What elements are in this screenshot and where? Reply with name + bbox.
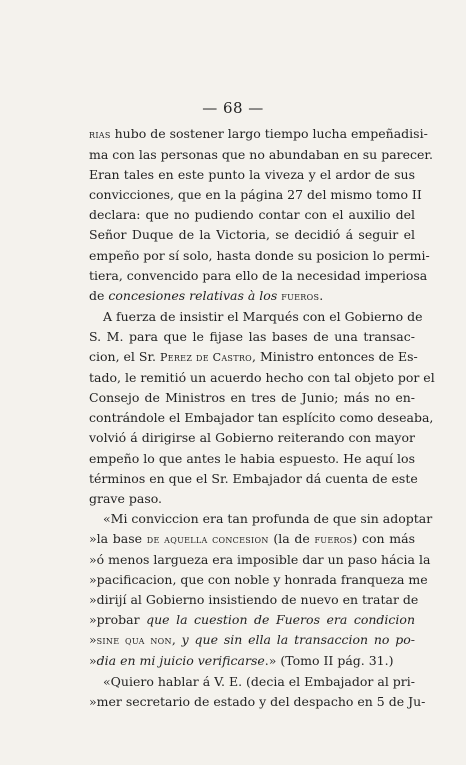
text-line xyxy=(89,630,415,651)
text-line: términos en que el Sr. Embajador dá cuenta de este xyxy=(89,470,418,486)
text-run: , Ministro entonces de Es- xyxy=(252,349,418,365)
page-number: — 68 — xyxy=(202,99,264,117)
small-caps-word: fueros xyxy=(281,289,320,303)
text-line: »ó menos largueza era imposible dar un paso hácia la xyxy=(89,551,431,567)
text-run: de xyxy=(89,287,109,303)
text-line: tado, le remitió un acuerdo hecho con tal objeto por el xyxy=(89,370,435,386)
text-line: Eran tales en este punto la viveza y el ardor de sus xyxy=(89,167,415,183)
paragraph-1 xyxy=(89,124,433,307)
text-run: , xyxy=(171,632,182,648)
text-run: (la de xyxy=(268,530,315,546)
text-line xyxy=(89,124,428,145)
text-line: empeño lo que antes le habia espuesto. He aquí los xyxy=(89,450,415,466)
text-line: Señor Duque de la Victoria, se decidió á seguir el xyxy=(89,227,415,243)
small-caps-word: fueros xyxy=(314,532,353,546)
text-line: declara: que no pudiendo contar con el auxilio del xyxy=(89,207,415,223)
italic-phrase: concesiones relativas à los xyxy=(108,287,278,303)
text-run: hubo de sostener largo tiempo lucha empeñadisi- xyxy=(110,126,428,141)
text-run: »probar xyxy=(89,612,147,628)
text-line: S. M. para que le fijase las bases de una transac- xyxy=(89,328,415,344)
text-run: . xyxy=(319,287,324,303)
italic-phrase: y que sin ella la transaccion no po- xyxy=(181,632,416,648)
italic-phrase: dia en mi juicio verificarse xyxy=(96,653,265,669)
text-line: ma con las personas que no abundaban en su parecer. xyxy=(89,147,433,163)
small-caps-word: rias xyxy=(89,128,111,141)
text-run: » xyxy=(89,632,97,648)
paragraph-4-quote xyxy=(89,672,426,712)
text-line xyxy=(89,651,415,671)
text-line: «Quiero hablar á V. E. (decia el Embajador al pri- xyxy=(103,673,415,689)
small-caps-phrase: de aquella concesion xyxy=(146,532,269,546)
text-line xyxy=(89,286,415,307)
text-line: tiera, convencido para ello de la necesidad imperiosa xyxy=(89,267,428,283)
paragraph-3-quote xyxy=(89,509,433,672)
text-line xyxy=(89,529,415,550)
text-line: contrándole el Embajador tan esplícito como deseaba, xyxy=(89,410,434,426)
text-line: grave paso. xyxy=(89,490,163,506)
text-run: ) con más xyxy=(352,530,415,546)
text-line: «Mi conviccion era tan profunda de que sin adoptar xyxy=(103,510,433,526)
text-line: »mer secretario de estado y del despacho en 5 de Ju- xyxy=(89,693,426,709)
text-line: volvió á dirigirse al Gobierno reiterando con mayor xyxy=(89,430,415,446)
text-line: convicciones, que en la página 27 del mismo tomo II xyxy=(89,187,422,203)
text-line: »pacificacion, que con noble y honrada franqueza me xyxy=(89,572,428,588)
text-run: »la base xyxy=(89,530,147,546)
body-text xyxy=(89,124,435,712)
small-caps-name: Perez de Castro xyxy=(160,351,253,365)
text-run: .» (Tomo II pág. 31.) xyxy=(264,653,394,669)
text-run: cion, el Sr. xyxy=(89,349,161,365)
text-line: »dirijí al Gobierno insistiendo de nuevo en tratar de xyxy=(89,592,419,608)
text-run: » xyxy=(89,653,97,669)
text-line: Consejo de Ministros en tres de Junio; más no en- xyxy=(89,390,415,406)
paragraph-2 xyxy=(89,307,435,509)
text-line xyxy=(89,347,418,368)
text-line: empeño por sí solo, hasta donde su posicion lo permi- xyxy=(89,247,430,263)
text-line xyxy=(89,610,415,630)
small-caps-phrase: sine qua non xyxy=(96,634,172,648)
text-line: A fuerza de insistir el Marqués con el Gobierno de xyxy=(103,308,423,324)
italic-phrase: que la cuestion de Fueros era condicion xyxy=(146,612,415,628)
